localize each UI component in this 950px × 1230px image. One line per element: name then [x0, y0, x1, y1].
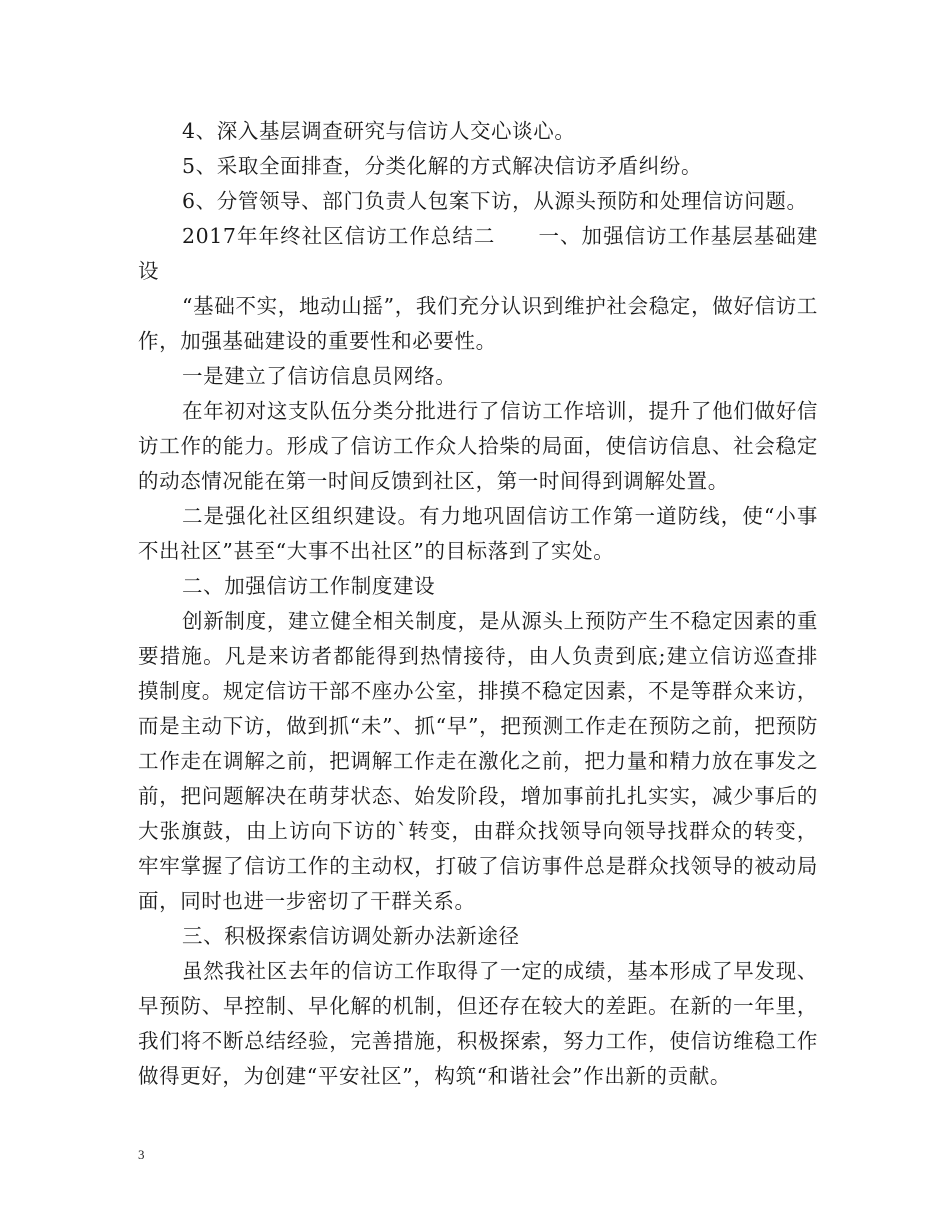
paragraph-system: 创新制度，建立健全相关制度，是从源头上预防产生不稳定因素的重要措施。凡是来访者都能得到热情接待，由人负责到底;建立信访巡查排摸制度。规定信访干部不座办公室，排摸不稳定因素，不是等群众来访，而是主动下访，做到抓“未”、抓“早”，把预测工作走在预防之前，把预防工作走在调解之前，把调解工作走在激化之前，把力量和精力放在事发之前，把问题解决在萌芽状态、始发阶段，增加事前扎扎实实，减少事后的大张旗鼓，由上访向下访的`转变，由群众找领导向领导找群众的转变，牢牢掌握了信访工作的主动权，打破了信访事件总是群众找领导的被动局面，同时也进一步密切了干群关系。	[138, 609, 818, 913]
section-heading-explore: 三、积极探索信访调处新办法新途径	[182, 924, 520, 948]
paragraph-organization: 二是强化社区组织建设。有力地巩固信访工作第一道防线，使“小事不出社区”甚至“大事不出社区”的目标落到了实处。	[138, 504, 818, 563]
document-body	[138, 114, 818, 1094]
paragraph-foundation: “基础不实，地动山摇”，我们充分认识到维护社会稳定，做好信访工作，加强基础建设的重要性和必要性。	[138, 294, 818, 353]
list-item-4: 4、深入基层调查研究与信访人交心谈心。	[182, 119, 576, 143]
paragraph-training: 在年初对这支队伍分类分批进行了信访工作培训，提升了他们做好信访工作的能力。形成了信访工作众人拾柴的局面，使信访信息、社会稳定的动态情况能在第一时间反馈到社区，第一时间得到调解处置。	[138, 399, 818, 493]
paragraph-conclusion: 虽然我社区去年的信访工作取得了一定的成绩，基本形成了早发现、早预防、早控制、早化解的机制，但还存在较大的差距。在新的一年里，我们将不断总结经验，完善措施，积极探索，努力工作，使信访维稳工作做得更好，为创建“平安社区”，构筑“和谐社会”作出新的贡献。	[138, 959, 818, 1088]
list-item-5: 5、采取全面排查，分类化解的方式解决信访矛盾纠纷。	[182, 154, 703, 178]
page-number: 3	[138, 1147, 145, 1162]
section-heading-system: 二、加强信访工作制度建设	[182, 574, 436, 598]
paragraph-network: 一是建立了信访信息员网络。	[182, 364, 457, 388]
section-title-summary-two: 2017年年终社区信访工作总结二 一、加强信访工作基层基础建设	[138, 224, 818, 283]
list-item-6: 6、分管领导、部门负责人包案下访，从源头预防和处理信访问题。	[182, 189, 808, 213]
